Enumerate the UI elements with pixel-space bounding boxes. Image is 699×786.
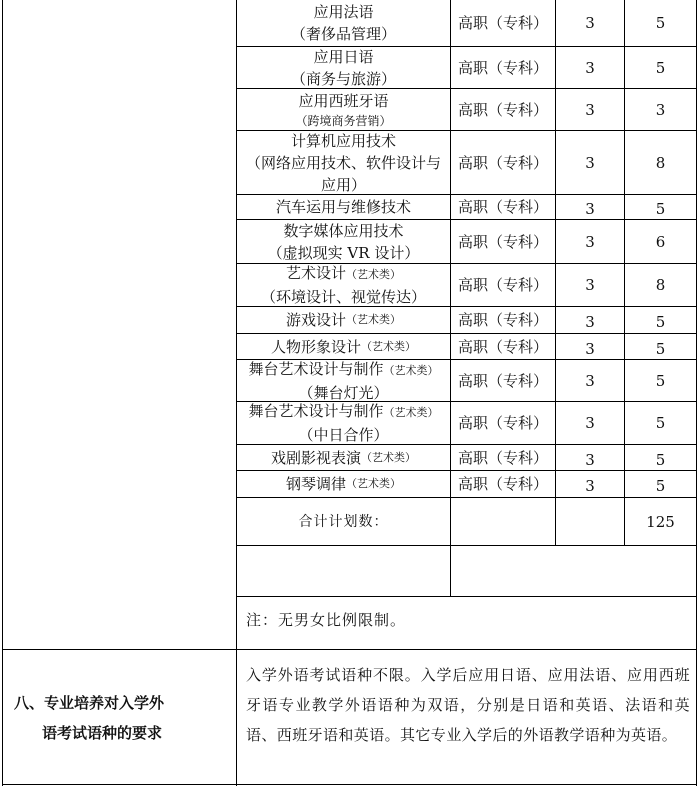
major-direction: （虚拟现实 VR 设计） bbox=[267, 243, 420, 262]
art-category-tag: （艺术类） bbox=[346, 477, 401, 490]
years-cell: 3 bbox=[585, 232, 595, 251]
level-cell: 高职（专科） bbox=[457, 153, 548, 172]
years-cell: 3 bbox=[585, 414, 595, 432]
years-cell: 3 bbox=[585, 371, 595, 390]
years-cell: 3 bbox=[585, 100, 595, 119]
major-cell bbox=[237, 307, 450, 333]
section-divider bbox=[2, 649, 696, 650]
level-cell: 高职（专科） bbox=[457, 14, 548, 32]
plan-cell: 5 bbox=[655, 414, 666, 432]
years-cell: 3 bbox=[585, 339, 595, 358]
years-cell: 3 bbox=[585, 58, 595, 77]
major-direction: （商务与旅游） bbox=[290, 69, 396, 88]
major-name: 钢琴调律 bbox=[285, 475, 346, 493]
art-category-tag: （艺术类） bbox=[361, 339, 416, 353]
major-name: 艺术设计 bbox=[285, 264, 346, 282]
major-cell bbox=[237, 360, 450, 401]
level-cell: 高职（专科） bbox=[457, 371, 548, 390]
major-direction: （中日合作） bbox=[298, 426, 389, 444]
major-cell bbox=[237, 195, 450, 219]
art-category-tag: （艺术类） bbox=[346, 268, 401, 281]
plan-cell: 8 bbox=[655, 153, 666, 172]
major-name: 数字媒体应用技术 bbox=[283, 221, 404, 240]
major-direction: （跨境商务营销） bbox=[295, 113, 392, 128]
row-line bbox=[236, 545, 696, 546]
art-category-tag: （艺术类） bbox=[361, 450, 416, 464]
major-cell bbox=[237, 334, 450, 359]
art-category-tag: （艺术类） bbox=[383, 363, 439, 377]
major-direction: （网络应用技术、软件设计与 bbox=[245, 153, 441, 172]
level-cell: 高职（专科） bbox=[457, 337, 548, 356]
major-cell bbox=[237, 0, 450, 46]
years-cell: 3 bbox=[585, 276, 595, 294]
major-name: 戏剧影视表演 bbox=[270, 448, 361, 467]
major-name: 应用西班牙语 bbox=[298, 91, 389, 110]
plan-cell: 5 bbox=[655, 450, 666, 469]
total-label: 合计计划数： bbox=[298, 513, 389, 530]
level-cell: 高职（专科） bbox=[457, 198, 548, 216]
major-cell bbox=[237, 220, 450, 263]
table-border-bottom bbox=[2, 784, 696, 785]
level-cell: 高职（专科） bbox=[457, 58, 548, 77]
level-cell: 高职（专科） bbox=[457, 448, 548, 467]
table-border-left bbox=[2, 0, 3, 786]
plan-cell: 5 bbox=[655, 313, 666, 331]
level-cell: 高职（专科） bbox=[457, 100, 548, 119]
plan-cell: 5 bbox=[655, 371, 666, 390]
art-category-tag: （艺术类） bbox=[346, 313, 401, 326]
major-name: 汽车运用与维修技术 bbox=[275, 198, 411, 216]
major-name: 应用法语 bbox=[313, 3, 374, 21]
level-cell: 高职（专科） bbox=[457, 276, 548, 294]
years-cell: 3 bbox=[585, 153, 595, 172]
years-cell: 3 bbox=[585, 313, 595, 331]
section-8-title-line1: 八、专业培养对入学外 bbox=[14, 694, 165, 712]
major-direction: （环境设计、视觉传达） bbox=[260, 288, 426, 306]
years-cell: 3 bbox=[585, 14, 595, 32]
major-cell bbox=[237, 131, 450, 194]
major-name: 人物形象设计 bbox=[270, 337, 361, 356]
plan-cell: 5 bbox=[655, 477, 666, 495]
major-cell bbox=[237, 445, 450, 470]
level-cell: 高职（专科） bbox=[457, 311, 548, 329]
major-cell bbox=[237, 47, 450, 88]
major-cell bbox=[237, 471, 450, 497]
plan-cell: 5 bbox=[655, 200, 666, 218]
section-8-title-line2: 语考试语种的要求 bbox=[42, 724, 163, 742]
level-cell: 高职（专科） bbox=[457, 475, 548, 493]
level-cell: 高职（专科） bbox=[457, 232, 548, 251]
table-border-right bbox=[696, 0, 697, 786]
level-cell: 高职（专科） bbox=[457, 414, 548, 432]
note-text: 注：无男女比例限制。 bbox=[246, 611, 407, 629]
major-direction: （奢侈品管理） bbox=[290, 25, 396, 43]
section-8-requirement-text: 入学外语考试语种不限。入学后应用日语、应用法语、应用西班牙语专业教学外语语种为双语，分别是日语和英语、法语和英语、西班牙语和英语。其它专业入学后的外语教学语种为英语。 bbox=[246, 666, 690, 744]
plan-cell: 5 bbox=[655, 14, 666, 32]
major-direction-cont: 应用） bbox=[320, 175, 366, 194]
major-name: 计算机应用技术 bbox=[290, 131, 396, 150]
major-cell bbox=[237, 264, 450, 306]
major-cell bbox=[237, 89, 450, 130]
years-cell: 3 bbox=[585, 200, 595, 218]
total-value: 125 bbox=[646, 512, 675, 531]
major-name: 游戏设计 bbox=[285, 311, 346, 329]
major-name: 应用日语 bbox=[313, 47, 374, 66]
years-cell: 3 bbox=[585, 477, 595, 495]
plan-cell: 8 bbox=[655, 276, 666, 294]
row-line bbox=[236, 596, 696, 597]
years-cell: 3 bbox=[585, 450, 595, 469]
plan-cell: 3 bbox=[655, 100, 666, 119]
art-category-tag: （艺术类） bbox=[383, 406, 439, 419]
plan-cell: 5 bbox=[655, 339, 666, 358]
major-name: 舞台艺术设计与制作 bbox=[248, 402, 384, 420]
major-cell bbox=[237, 402, 450, 444]
major-name: 舞台艺术设计与制作 bbox=[248, 359, 384, 378]
plan-cell: 6 bbox=[655, 232, 666, 251]
plan-cell: 5 bbox=[655, 58, 666, 77]
major-direction: （舞台灯光） bbox=[298, 383, 389, 402]
